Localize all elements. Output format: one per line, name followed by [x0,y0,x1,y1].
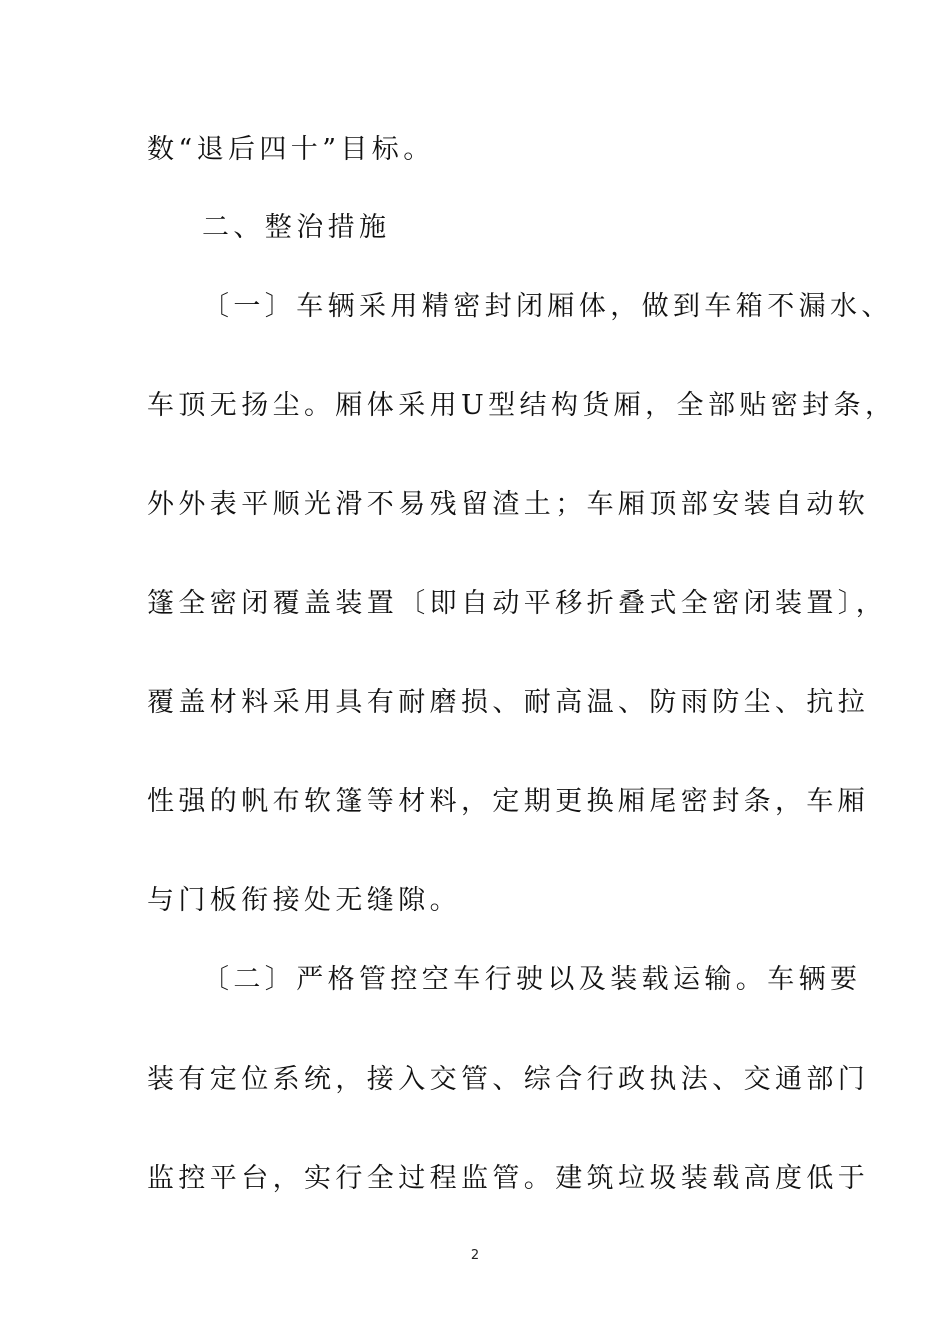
section-heading: 二、整治措施 [202,212,391,243]
paragraph-line-3: 〔一〕车辆采用精密封闭厢体，做到车箱不漏水、 [202,291,893,322]
paragraph-line-4: 车顶无扬尘。厢体采用U型结构货厢，全部贴密封条， [147,390,897,421]
paragraph-line-7: 覆盖材料采用具有耐磨损、耐高温、防雨防尘、抗拉 [147,687,870,718]
paragraph-line-12: 监控平台，实行全过程监管。建筑垃圾装载高度低于 [147,1163,870,1194]
paragraph-line-11: 装有定位系统，接入交管、综合行政执法、交通部门 [147,1064,870,1095]
paragraph-line-8: 性强的帆布软篷等材料，定期更换厢尾密封条，车厢 [147,786,870,817]
paragraph-line-6: 篷全密闭覆盖装置〔即自动平移折叠式全密闭装置〕， [147,588,888,619]
paragraph-line-5: 外外表平顺光滑不易残留渣土；车厢顶部安装自动软 [147,489,870,520]
paragraph-line-1: 数“退后四十”目标。 [147,134,435,165]
paragraph-line-10: 〔二〕严格管控空车行驶以及装载运输。车辆要 [202,964,862,995]
page-number: 2 [470,1248,480,1263]
paragraph-line-9: 与门板衔接处无缝隙。 [147,885,461,916]
